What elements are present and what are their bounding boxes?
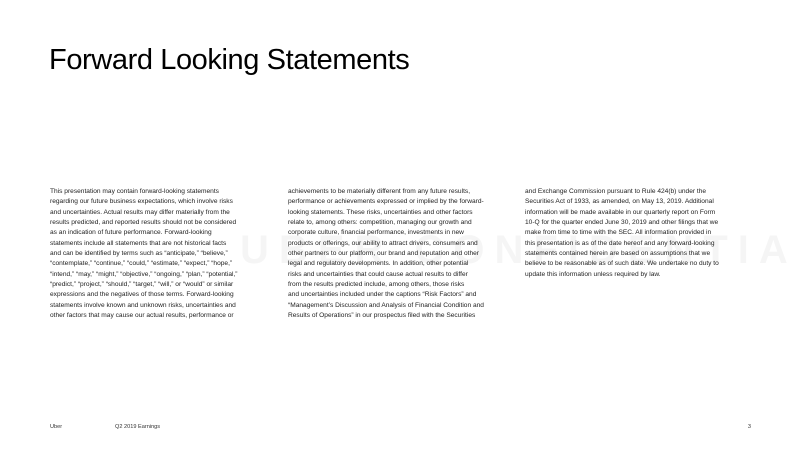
text-line: statements involve known and unknown risks, uncertainties and bbox=[50, 301, 236, 309]
text-column-1 bbox=[50, 187, 272, 321]
text-line: results predicted, and reported results should not be considered bbox=[50, 219, 237, 227]
text-line: performance or achievements expressed or implied by the forward- bbox=[288, 198, 484, 206]
text-line: Results of Operations” in our prospectus filed with the Securities bbox=[288, 312, 476, 320]
text-line: expressions and the negatives of those terms. Forward-looking bbox=[50, 291, 234, 299]
text-line: products or offerings, our ability to attract drivers, consumers and bbox=[288, 239, 478, 247]
footer-report-title: Q2 2019 Earnings bbox=[115, 424, 161, 430]
text-line: achievements to be materially different from any future results, bbox=[288, 188, 471, 195]
text-line: “intend,” “may,” “might,” “objective,” “ongoing,” “plan,” “potential,” bbox=[50, 270, 238, 278]
footer-company-name: Uber bbox=[50, 424, 63, 430]
text-line: and can be identified by terms such as “anticipate,” “believe,” bbox=[50, 250, 228, 258]
text-line: Securities Act of 1933, as amended, on May 13, 2019. Additional bbox=[525, 198, 714, 206]
text-line: this presentation is as of the date hereof and any forward-looking bbox=[525, 239, 715, 247]
text-line: and uncertainties. Actual results may differ materially from the bbox=[50, 208, 230, 216]
text-line: statements contained herein are based on assumptions that we bbox=[525, 250, 711, 258]
page-number: 3 bbox=[747, 424, 751, 430]
text-line: looking statements. These risks, uncertainties and other factors bbox=[288, 208, 473, 216]
text-line: make from time to time with the SEC. All information provided in bbox=[525, 229, 712, 237]
text-line: “predict,” “project,” “should,” “target,” “will,” or “would” or similar bbox=[50, 281, 234, 289]
text-line: other partners to our platform, our brand and reputation and other bbox=[288, 250, 479, 258]
text-line: update this information unless required by law. bbox=[525, 270, 661, 278]
text-line: information will be made available in our quarterly report on Form bbox=[525, 208, 716, 216]
text-column-2 bbox=[288, 187, 510, 321]
text-line: risks and uncertainties that could cause actual results to differ bbox=[288, 270, 468, 278]
text-line: relate to, among others: competition, managing our growth and bbox=[288, 219, 472, 227]
text-line: regarding our future business expectations, which involve risks bbox=[50, 198, 233, 206]
text-line: as an indication of future performance. Forward-looking bbox=[50, 229, 212, 237]
text-column-3 bbox=[525, 187, 747, 280]
text-line: from the results predicted include, among others, those risks bbox=[288, 281, 465, 289]
text-line: statements include all statements that are not historical facts bbox=[50, 239, 227, 247]
text-line: legal and regulatory developments. In addition, other potential bbox=[288, 260, 469, 268]
slide-title: Forward Looking Statements bbox=[49, 44, 410, 76]
text-line: and uncertainties included under the captions “Risk Factors” and bbox=[288, 291, 477, 299]
text-line: and Exchange Commission pursuant to Rule 424(b) under the bbox=[525, 188, 707, 195]
text-line: This presentation may contain forward-looking statements bbox=[50, 188, 219, 195]
text-line: believe to be reasonable as of such date. We undertake no duty to bbox=[525, 260, 719, 268]
text-line: “Management’s Discussion and Analysis of Financial Condition and bbox=[288, 301, 484, 309]
text-line: “contemplate,” “continue,” “could,” “estimate,” “expect,” “hope,” bbox=[50, 260, 233, 268]
text-line: corporate culture, financial performance, investments in new bbox=[288, 229, 464, 237]
text-line: 10-Q for the quarter ended June 30, 2019 and other filings that we bbox=[525, 219, 719, 227]
text-line: other factors that may cause our actual results, performance or bbox=[50, 312, 234, 320]
